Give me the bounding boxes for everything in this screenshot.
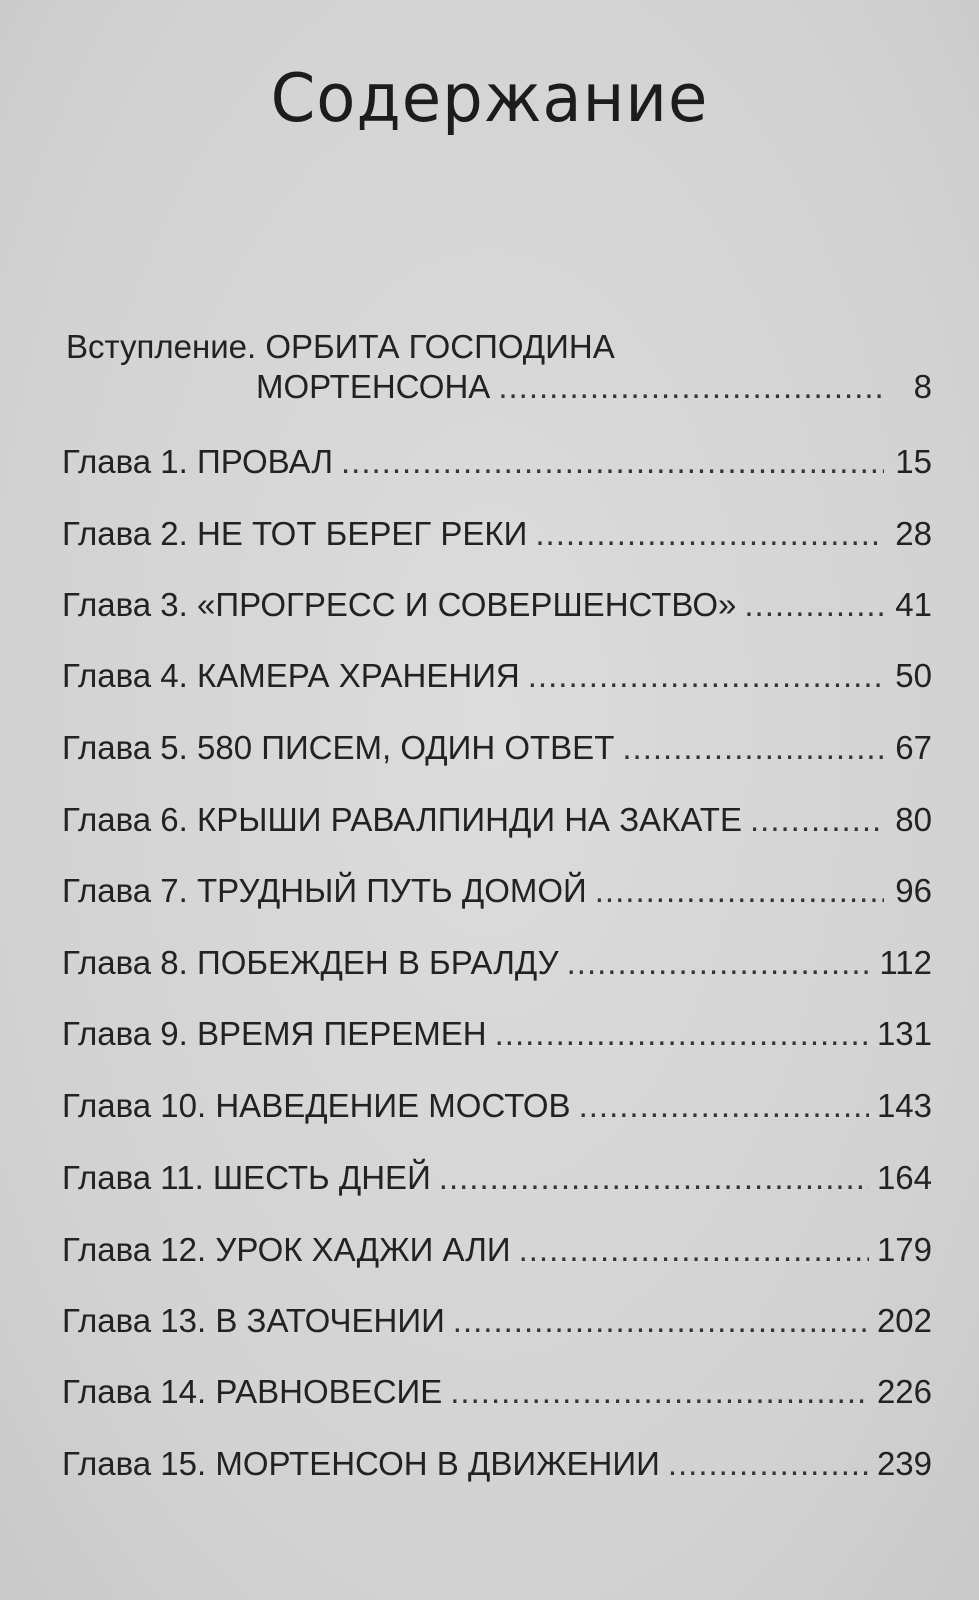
dot-leader [495,1015,869,1053]
chapter-title: Глава 13. В ЗАТОЧЕНИИ [62,1302,445,1339]
toc-entry-chapter-14 [62,1373,932,1411]
toc-entry-chapter-2 [62,515,932,553]
chapter-title: Глава 7. ТРУДНЫЙ ПУТЬ ДОМОЙ [62,872,587,909]
page-number: 8 [913,368,932,405]
page-number: 28 [895,515,932,552]
page-number: 80 [895,801,932,838]
chapter-title: Глава 5. 580 ПИСЕМ, ОДИН ОТВЕТ [62,729,615,766]
chapter-title: Глава 1. ПРОВАЛ [62,443,333,480]
page-number: 179 [876,1231,932,1268]
intro-title-line1: Вступление. ОРБИТА ГОСПОДИНА [66,328,615,365]
dot-leader [595,872,884,910]
toc-entry-chapter-8 [62,944,932,982]
toc-entry-chapter-11 [62,1159,932,1197]
chapter-title: Глава 9. ВРЕМЯ ПЕРЕМЕН [62,1015,487,1052]
dot-leader [341,443,884,481]
toc-entry-chapter-12 [62,1231,932,1269]
dot-leader [622,729,884,767]
page-number: 202 [876,1302,932,1339]
toc-entry-chapter-7 [62,872,932,910]
chapter-title: Глава 12. УРОК ХАДЖИ АЛИ [62,1231,511,1268]
page-number: 164 [876,1159,932,1196]
chapter-title: Глава 15. МОРТЕНСОН В ДВИЖЕНИИ [62,1445,660,1482]
chapter-title: Глава 14. РАВНОВЕСИЕ [62,1373,443,1410]
dot-leader [744,586,884,624]
toc-entry-chapter-15 [62,1445,932,1483]
dot-leader [450,1373,869,1411]
page-number: 131 [876,1015,932,1052]
dot-leader [519,1231,869,1269]
toc-entry-chapter-4 [62,657,932,695]
toc-entry-chapter-9 [62,1015,932,1053]
chapter-title: Глава 11. ШЕСТЬ ДНЕЙ [62,1159,431,1196]
chapter-title: Глава 8. ПОБЕЖДЕН В БРАЛДУ [62,944,559,981]
toc-entry-chapter-5 [62,729,932,767]
dot-leader [535,515,884,553]
page-number: 15 [895,443,932,480]
toc-entry-chapter-6 [62,801,932,839]
page-number: 112 [879,944,932,981]
page-number: 50 [895,657,932,694]
toc-entry-chapter-3 [62,586,932,624]
dot-leader [668,1445,869,1483]
toc-entry-chapter-13 [62,1302,932,1340]
page-number: 239 [876,1445,932,1482]
dot-leader [750,801,884,839]
toc-entry-intro [256,368,932,406]
dot-leader [528,657,884,695]
dot-leader [567,944,872,982]
page-number: 226 [876,1373,932,1410]
dot-leader [579,1087,869,1125]
page-number: 41 [895,586,932,623]
chapter-title: Глава 10. НАВЕДЕНИЕ МОСТОВ [62,1087,571,1124]
dot-leader [439,1159,869,1197]
dot-leader [498,368,884,406]
chapter-title: Глава 4. КАМЕРА ХРАНЕНИЯ [62,657,520,694]
chapter-title: Глава 2. НЕ ТОТ БЕРЕГ РЕКИ [62,515,528,552]
intro-title-line2: МОРТЕНСОНА [256,368,491,405]
toc-entry-chapter-10 [62,1087,932,1125]
page-number: 96 [895,872,932,909]
chapter-title: Глава 3. «ПРОГРЕСС И СОВЕРШЕНСТВО» [62,586,737,623]
chapter-title: Глава 6. КРЫШИ РАВАЛПИНДИ НА ЗАКАТЕ [62,801,742,838]
page-number: 67 [895,729,932,766]
toc-entry-chapter-1 [62,443,932,481]
page-title: Содержание [270,60,709,138]
page-number: 143 [876,1087,932,1124]
dot-leader [453,1302,869,1340]
